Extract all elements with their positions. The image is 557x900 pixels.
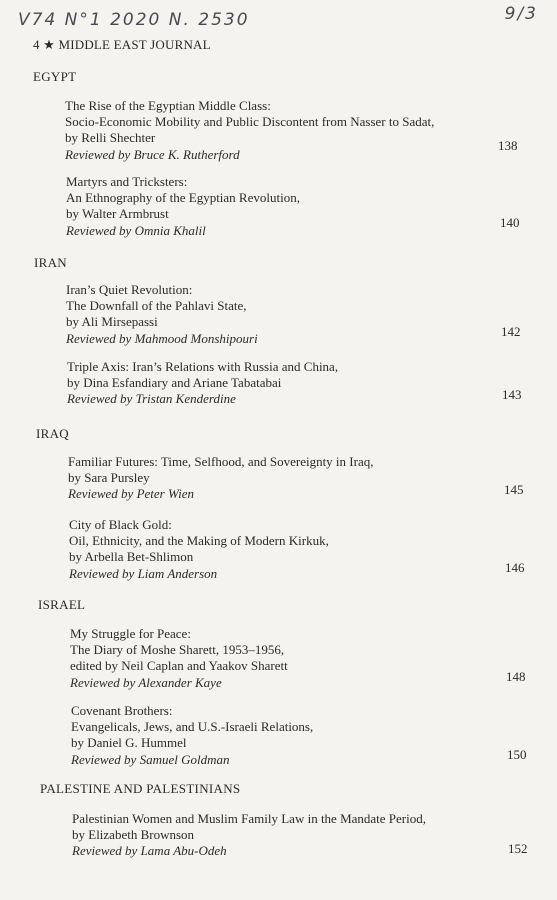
reviewer-line: Reviewed by Mahmood Monshipouri — [66, 330, 258, 346]
review-entry — [71, 703, 313, 768]
book-author-line: by Arbella Bet-Shlimon — [69, 549, 194, 565]
book-author-line: by Dina Esfandiary and Ariane Tabatabai — [67, 375, 282, 391]
running-head: 4 ★ MIDDLE EAST JOURNAL — [33, 37, 211, 52]
book-title-line: Palestinian Women and Muslim Family Law in the Mandate Period, — [72, 811, 426, 826]
book-title-line: My Struggle for Peace: — [70, 626, 191, 641]
reviewer-line: Reviewed by Samuel Goldman — [71, 751, 230, 767]
page-number: 146 — [505, 560, 525, 575]
book-title-line: The Downfall of the Pahlavi State, — [66, 298, 247, 314]
reviewer-line: Reviewed by Alexander Kaye — [70, 674, 222, 690]
book-author-line: by Ali Mirsepassi — [66, 314, 158, 330]
reviewer-line: Reviewed by Tristan Kenderdine — [67, 391, 236, 407]
page-number: 152 — [508, 841, 528, 856]
handwritten-note — [18, 4, 538, 34]
review-entry — [72, 811, 426, 860]
reviewer-line: Reviewed by Lama Abu-Odeh — [72, 843, 227, 859]
review-entry — [66, 174, 300, 239]
page-number: 148 — [506, 669, 526, 684]
book-title-line: Socio-Economic Mobility and Public Discontent from Nasser to Sadat, — [65, 114, 435, 130]
book-title-line: Covenant Brothers: — [71, 703, 173, 718]
section-heading-egypt: EGYPT — [33, 69, 77, 84]
book-author-line: by Sara Pursley — [68, 470, 150, 486]
reviewer-line: Reviewed by Peter Wien — [68, 486, 194, 502]
handwritten-issue-note: V74 N°1 2020 N. 2530 — [18, 10, 250, 30]
book-title-line: Oil, Ethnicity, and the Making of Modern Kirkuk, — [69, 533, 329, 549]
handwritten-page-note: 9/3 — [504, 4, 538, 24]
review-entry — [65, 98, 434, 163]
page-number: 145 — [504, 482, 524, 497]
book-title-line: Evangelicals, Jews, and U.S.-Israeli Relations, — [71, 719, 314, 735]
review-entry — [67, 359, 338, 408]
review-entry — [68, 454, 373, 503]
section-heading-palestine: PALESTINE AND PALESTINIANS — [40, 781, 241, 796]
section-heading-iraq: IRAQ — [36, 426, 69, 441]
book-author-line: by Elizabeth Brownson — [72, 827, 195, 843]
page-number: 150 — [507, 747, 527, 762]
page-number: 140 — [500, 215, 520, 230]
reviewer-line: Reviewed by Omnia Khalil — [66, 222, 206, 238]
book-title-line: Triple Axis: Iran’s Relations with Russia and China, — [67, 359, 339, 374]
reviewer-line: Reviewed by Liam Anderson — [69, 565, 218, 581]
book-title-line: Martyrs and Tricksters: — [66, 174, 188, 189]
book-title-line: The Rise of the Egyptian Middle Class: — [65, 98, 271, 113]
page-number: 142 — [501, 324, 521, 339]
reviewer-line: Reviewed by Bruce K. Rutherford — [65, 146, 240, 162]
book-title-line: City of Black Gold: — [69, 517, 172, 532]
section-heading-iran: IRAN — [34, 255, 67, 270]
section-heading-israel: ISRAEL — [38, 597, 86, 612]
book-author-line: by Daniel G. Hummel — [71, 735, 187, 751]
book-author-line: by Relli Shechter — [65, 130, 156, 146]
book-title-line: Familiar Futures: Time, Selfhood, and Sovereignty in Iraq, — [68, 454, 374, 469]
review-entry — [69, 517, 329, 582]
review-entry — [66, 282, 258, 347]
book-author-line: by Walter Armbrust — [66, 206, 169, 222]
book-author-line: edited by Neil Caplan and Yaakov Sharett — [70, 658, 288, 674]
book-title-line: The Diary of Moshe Sharett, 1953–1956, — [70, 642, 285, 658]
book-title-line: Iran’s Quiet Revolution: — [66, 282, 193, 297]
review-entry — [70, 626, 288, 691]
book-title-line: An Ethnography of the Egyptian Revolution, — [66, 190, 300, 206]
page-number: 138 — [498, 138, 518, 153]
page-number: 143 — [502, 387, 522, 402]
